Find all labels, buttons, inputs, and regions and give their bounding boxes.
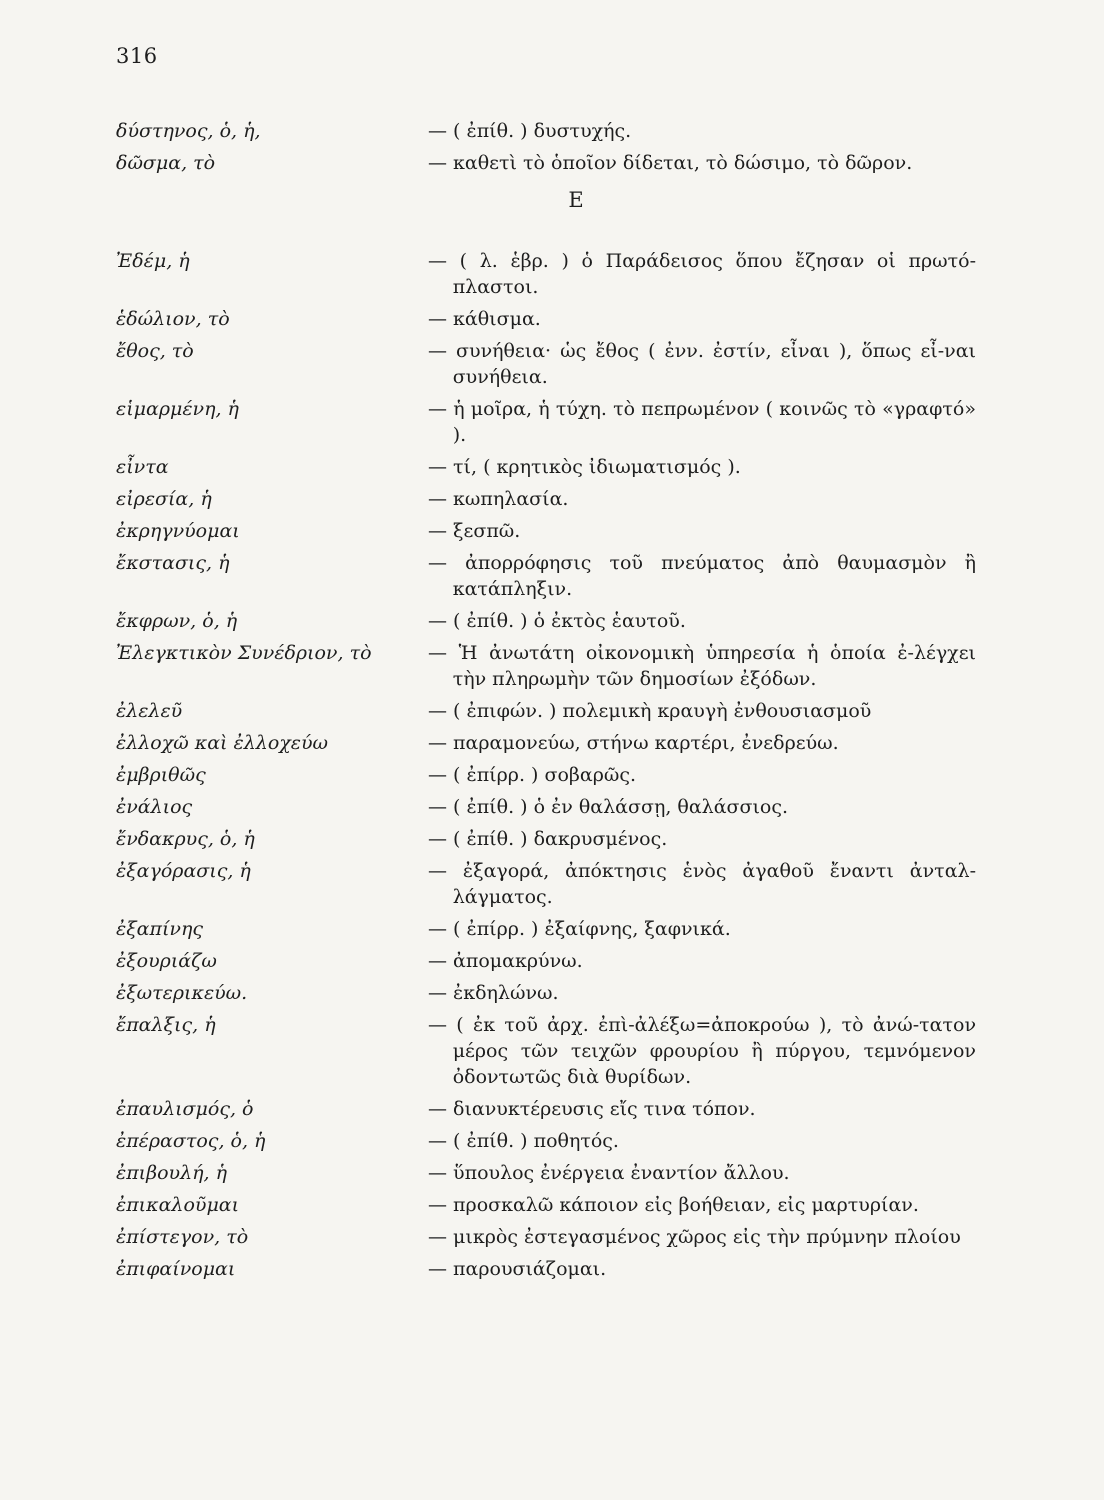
dictionary-entry [116,916,976,942]
dictionary-entry [116,948,976,974]
dictionary-entry [116,1096,976,1122]
entry-definition: — ἡ μοῖρα, ἡ τύχη. τὸ πεπρωμένον ( κοινῶς τὸ «γραφτό» ). [428,398,976,446]
entries-before-section [116,118,976,176]
dictionary-entry [116,1012,976,1090]
entry-term: ἐπέραστος, ὁ, ἡ [116,1130,266,1152]
dictionary-entry [116,248,976,300]
dictionary-entry [116,826,976,852]
entry-term: ἐξαπίνης [116,918,204,940]
dictionary-entry [116,794,976,820]
entry-definition: — κάθισμα. [428,308,541,330]
entry-definition: — καθετὶ τὸ ὁποῖον δίδεται, τὸ δώσιμο, τὸ δῶρον. [428,152,913,174]
entry-definition: — ἀπορρόφησις τοῦ πνεύματος ἀπὸ θαυμασμὸν ἢ κατάπληξιν. [428,552,976,600]
entry-term: ἔπαλξις, ἡ [116,1014,216,1036]
entry-term: ἐπιφαίνομαι [116,1258,236,1280]
dictionary-entry [116,640,976,692]
entry-definition: — συνήθεια· ὡς ἔθος ( ἐνν. ἐστίν, εἶναι ), ὅπως εἶ-ναι συνήθεια. [428,340,976,388]
entry-definition: — ( ἐπίθ. ) ὁ ἐν θαλάσσῃ, θαλάσσιος. [428,796,789,818]
entry-term: ἔνδακρυς, ὁ, ἡ [116,828,255,850]
dictionary-entry [116,980,976,1006]
entry-definition: — προσκαλῶ κάποιον εἰς βοήθειαν, εἰς μαρτυρίαν. [428,1194,919,1216]
entry-term: ἐπίστεγον, τὸ [116,1226,249,1248]
entry-term: ἔκφρων, ὁ, ἡ [116,610,238,632]
entry-definition: — ( ἐπίρρ. ) ἐξαίφνης, ξαφνικά. [428,918,731,940]
entry-definition: — μικρὸς ἐστεγασμένος χῶρος εἰς τὴν πρύμνην πλοίου [428,1226,961,1248]
entry-definition: — ( ἐπίθ. ) δυστυχής. [428,120,632,142]
dictionary-entry [116,608,976,634]
entry-definition: — ( ἐπίθ. ) δακρυσμένος. [428,828,668,850]
entry-definition: — ἐκδηλώνω. [428,982,559,1004]
entry-term: δύστηνος, ὁ, ἡ, [116,120,261,142]
entry-term: ἐνάλιος [116,796,193,818]
entry-definition: — ξεσπῶ. [428,520,521,542]
dictionary-entry [116,518,976,544]
dictionary-entry [116,858,976,910]
page-number: 316 [116,44,158,68]
entry-term: εἰρεσία, ἡ [116,488,212,510]
dictionary-entry [116,1256,976,1282]
entry-definition: — ( ἐπίθ. ) ὁ ἐκτὸς ἑαυτοῦ. [428,610,686,632]
entry-definition: — ( λ. ἑβρ. ) ὁ Παράδεισος ὅπου ἔζησαν οἱ πρωτό-πλαστοι. [428,250,976,298]
entry-definition: — ὕπουλος ἐνέργεια ἐναντίον ἄλλου. [428,1162,790,1184]
dictionary-entry [116,698,976,724]
entry-definition: — ἐξαγορά, ἀπόκτησις ἑνὸς ἀγαθοῦ ἔναντι ἀνταλ-λάγματος. [428,860,976,908]
entry-definition: — ἀπομακρύνω. [428,950,583,972]
entry-term: ἐμβριθῶς [116,764,206,786]
entry-term: εἱμαρμένη, ἡ [116,398,239,420]
entry-definition: — παρουσιάζομαι. [428,1258,607,1280]
entry-definition: — Ἡ ἀνωτάτη οἰκονομικὴ ὑπηρεσία ἡ ὁποία ἐ-λέγχει τὴν πληρωμὴν τῶν δημοσίων ἐξόδων. [428,642,976,690]
entry-term: ἐκρηγνύομαι [116,520,240,542]
entry-term: Ἐλεγκτικὸν Συνέδριον, τὸ [116,642,372,664]
entry-definition: — ( ἐπίρρ. ) σοβαρῶς. [428,764,637,786]
entry-list [116,118,976,1288]
dictionary-entry [116,486,976,512]
entry-definition: — ( ἐκ τοῦ ἀρχ. ἐπὶ-ἀλέξω=ἀποκρούω ), τὸ ἀνώ-τατον μέρος τῶν τειχῶν φρουρίου ἢ πύργου, τεμνόμενον ὀδοντωτῶς διὰ θυρίδων. [428,1014,976,1088]
section-letter: Ε [568,188,584,212]
entry-term: ἐπαυλισμός, ὁ [116,1098,254,1120]
entry-term: ἐξωτερικεύω. [116,982,248,1004]
dictionary-entry [116,338,976,390]
dictionary-entry [116,150,976,176]
entry-definition: — ( ἐπίθ. ) ποθητός. [428,1130,619,1152]
entry-term: ἑδώλιον, τὸ [116,308,230,330]
entry-term: ἐξαγόρασις, ἡ [116,860,251,882]
entry-term: ἐλλοχῶ καὶ ἐλλοχεύω [116,732,329,754]
dictionary-entry [116,118,976,144]
dictionary-entry [116,1160,976,1186]
entry-term: εἶντα [116,456,169,478]
dictionary-entry [116,730,976,756]
dictionary-entry [116,454,976,480]
entry-term: ἔθος, τὸ [116,340,194,362]
entries-section-e [116,248,976,1282]
entry-term: ἐλελεῦ [116,700,183,722]
entry-term: ἔκστασις, ἡ [116,552,230,574]
entry-term: ἐπιβουλή, ἡ [116,1162,227,1184]
entry-definition: — ( ἐπιφών. ) πολεμικὴ κραυγὴ ἐνθουσιασμοῦ [428,700,872,722]
dictionary-entry [116,762,976,788]
entry-definition: — κωπηλασία. [428,488,569,510]
dictionary-entry [116,550,976,602]
entry-definition: — διανυκτέρευσις εἴς τινα τόπον. [428,1098,756,1120]
entry-definition: — τί, ( κρητικὸς ἰδιωματισμός ). [428,456,741,478]
dictionary-entry [116,1224,976,1250]
dictionary-entry [116,1128,976,1154]
entry-definition: — παραμονεύω, στήνω καρτέρι, ἐνεδρεύω. [428,732,839,754]
dictionary-entry [116,396,976,448]
entry-term: δῶσμα, τὸ [116,152,216,174]
dictionary-entry [116,306,976,332]
entry-term: ἐπικαλοῦμαι [116,1194,240,1216]
entry-term: Ἐδέμ, ἡ [116,250,190,272]
entry-term: ἐξουριάζω [116,950,217,972]
dictionary-entry [116,1192,976,1218]
